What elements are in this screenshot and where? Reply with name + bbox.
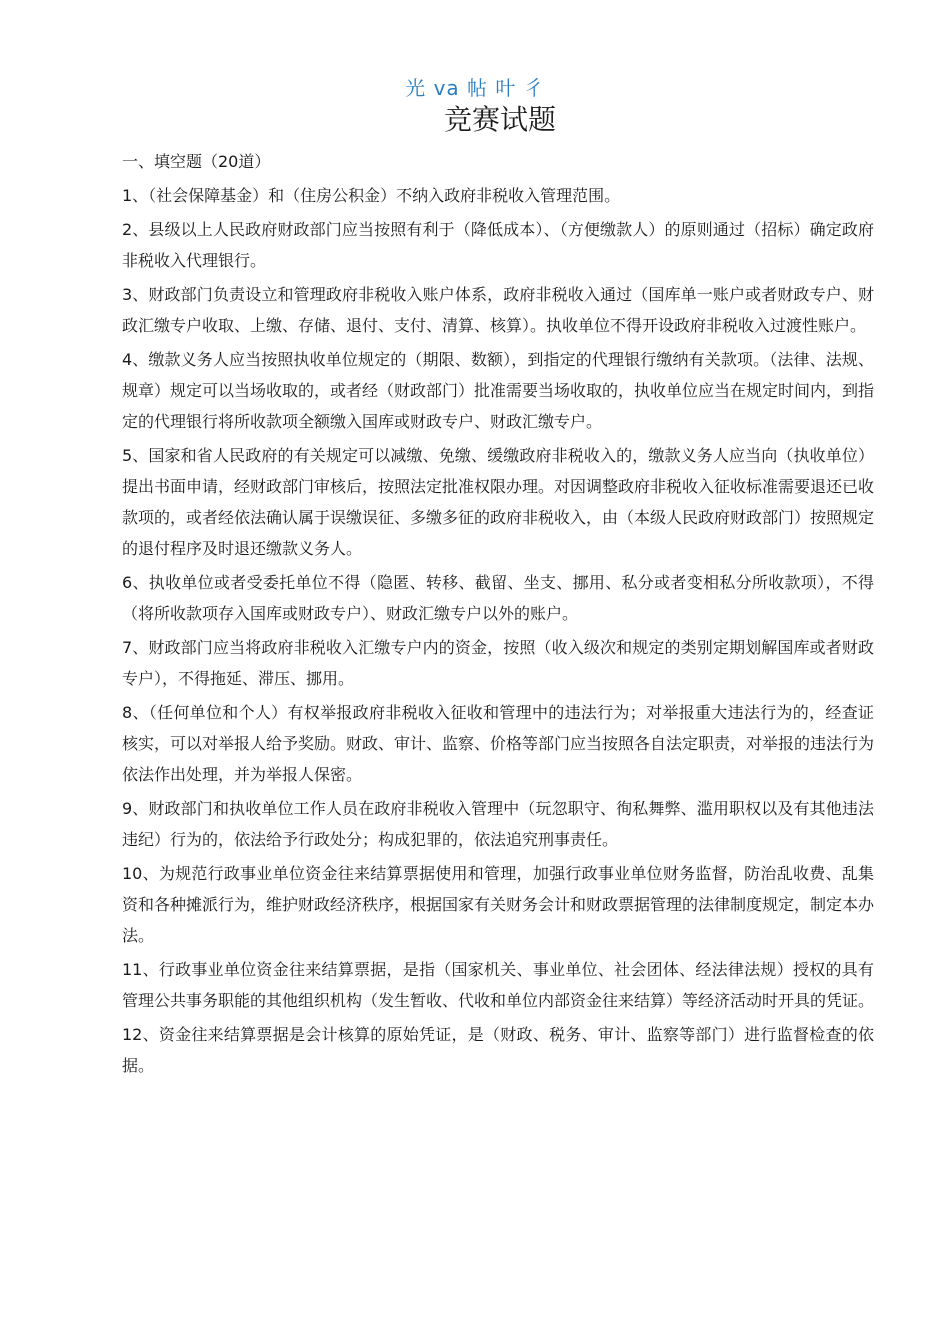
question-item: 3、财政部门负责设立和管理政府非税收入账户体系，政府非税收入通过（国库单一账户或者财政专户、财政汇缴专户收取、上缴、存储、退付、支付、清算、核算）。执收单位不得开设政府非税收入过渡性账户。 bbox=[122, 285, 874, 335]
question-item: 2、县级以上人民政府财政部门应当按照有利于（降低成本）、（方便缴款人）的原则通过（招标）确定政府非税收入代理银行。 bbox=[122, 220, 874, 270]
question-item: 12、资金往来结算票据是会计核算的原始凭证，是（财政、税务、审计、监察等部门）进行监督检查的依据。 bbox=[122, 1025, 874, 1075]
question-item: 8、（任何单位和个人）有权举报政府非税收入征收和管理中的违法行为；对举报重大违法行为的，经查证核实，可以对举报人给予奖励。财政、审计、监察、价格等部门应当按照各自法定职责，对举报的违法行为依法作出处理，并为举报人保密。 bbox=[122, 703, 875, 784]
header-logo: 光 va 帖 叶 彳 bbox=[405, 76, 545, 100]
question-item: 7、财政部门应当将政府非税收入汇缴专户内的资金，按照（收入级次和规定的类别定期划解国库或者财政专户），不得拖延、滞压、挪用。 bbox=[122, 638, 874, 688]
question-item: 9、财政部门和执收单位工作人员在政府非税收入管理中（玩忽职守、徇私舞弊、滥用职权以及有其他违法违纪）行为的，依法给予行政处分；构成犯罪的，依法追究刑事责任。 bbox=[122, 799, 874, 849]
question-item: 4、缴款义务人应当按照执收单位规定的（期限、数额），到指定的代理银行缴纳有关款项。（法律、法规、规章）规定可以当场收取的，或者经（财政部门）批准需要当场收取的，执收单位应当在规定时间内，到指定的代理银行将所收款项全额缴入国库或财政专户、财政汇缴专户。 bbox=[122, 350, 875, 431]
question-item: 10、为规范行政事业单位资金往来结算票据使用和管理，加强行政事业单位财务监督，防治乱收费、乱集资和各种摊派行为，维护财政经济秩序，根据国家有关财务会计和财政票据管理的法律制度规定，制定本办法。 bbox=[122, 864, 875, 945]
document-body bbox=[122, 146, 874, 1084]
section-heading: 一、填空题（20道） bbox=[122, 152, 271, 171]
page-title: 竞赛试题 bbox=[443, 103, 556, 136]
question-item: 6、执收单位或者受委托单位不得（隐匿、转移、截留、坐支、挪用、私分或者变相私分所收款项），不得（将所收款项存入国库或财政专户）、财政汇缴专户以外的账户。 bbox=[122, 573, 874, 623]
question-item: 11、行政事业单位资金往来结算票据，是指（国家机关、事业单位、社会团体、经法律法规）授权的具有管理公共事务职能的其他组织机构（发生暂收、代收和单位内部资金往来结算）等经济活动时开具的凭证。 bbox=[122, 960, 875, 1010]
question-item: 5、国家和省人民政府的有关规定可以减缴、免缴、缓缴政府非税收入的，缴款义务人应当向（执收单位）提出书面申请，经财政部门审核后，按照法定批准权限办理。对因调整政府非税收入征收标准需要退还已收款项的，或者经依法确认属于误缴误征、多缴多征的政府非税收入，由（本级人民政府财政部门）按照规定的退付程序及时退还缴款义务人。 bbox=[122, 446, 875, 558]
question-item: 1、（社会保障基金）和（住房公积金）不纳入政府非税收入管理范围。 bbox=[122, 186, 621, 205]
